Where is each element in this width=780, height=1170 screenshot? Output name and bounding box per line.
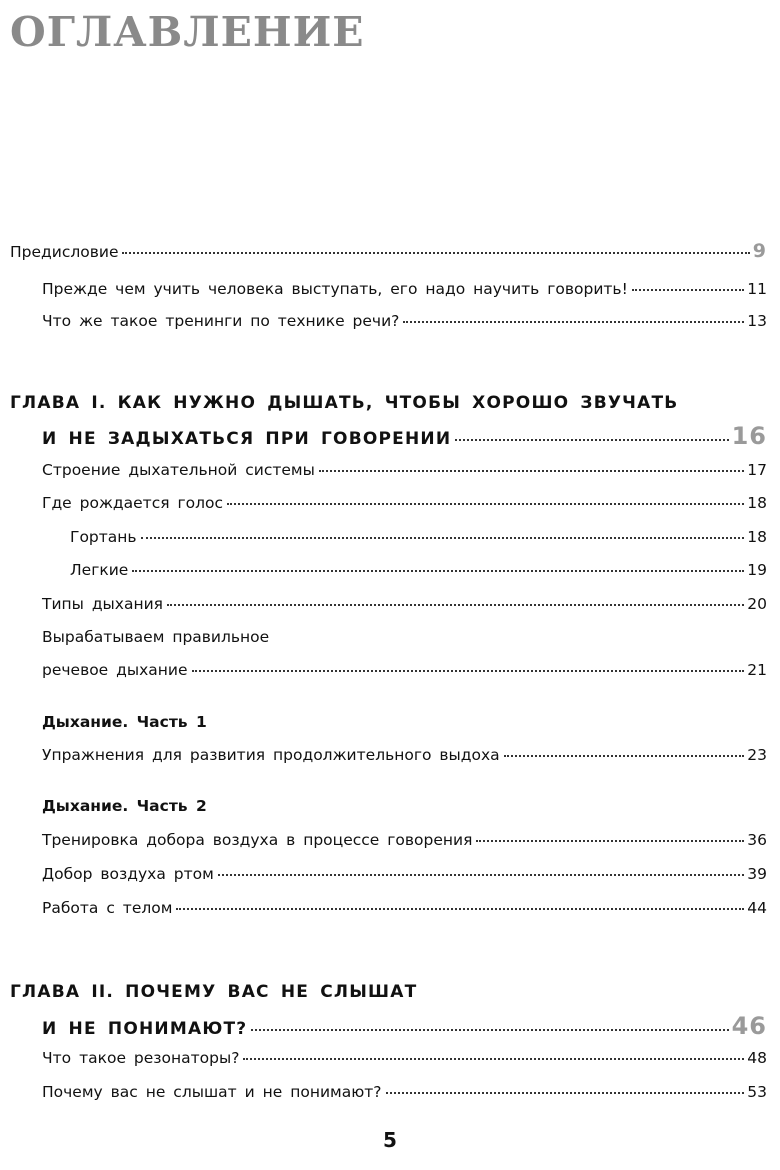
dot-leader [403,321,744,323]
dot-leader [319,470,744,472]
toc-entry-label: Предисловие [10,243,119,261]
toc-entry-page: 17 [747,461,767,479]
chapter-title: ГЛАВА I. КАК НУЖНО ДЫШАТЬ, ЧТОБЫ ХОРОШО ЗВУЧАТЬ [10,393,679,413]
toc-entry-page: 19 [747,561,767,579]
toc-entry-label: Упражнения для развития продолжительного выдоха [42,746,500,764]
toc-entry-preface[interactable] [10,240,767,264]
toc-entry-page: 48 [747,1049,767,1067]
toc-entry[interactable] [42,280,767,304]
toc-entry[interactable] [42,1083,767,1107]
chapter-title: ГЛАВА II. ПОЧЕМУ ВАС НЕ СЛЫШАТ [10,982,418,1002]
toc-entry-label: Работа с телом [42,899,173,917]
toc-entry[interactable] [42,899,767,923]
page-number: 5 [383,1128,397,1152]
toc-entry-page: 53 [747,1083,767,1101]
toc-entry-page: 18 [747,528,767,546]
toc-entry-label: Добор воздуха ртом [42,865,214,883]
toc-entry-page: 23 [747,746,767,764]
dot-leader [227,503,744,505]
toc-entry-chapter-1[interactable] [42,422,767,450]
toc-entry[interactable] [42,1049,767,1073]
toc-entry-label: Почему вас не слышат и не понимают? [42,1083,382,1101]
toc-entry-label: Прежде чем учить человека выступать, его надо научить говорить! [42,280,628,298]
dot-leader [386,1092,745,1094]
dot-leader [504,755,745,757]
toc-entry-label-line1: Вырабатываем правильное [42,628,270,646]
chapter-title-continued: И НЕ ПОНИМАЮТ? [42,1019,248,1039]
section-heading: Дыхание. Часть 1 [42,713,207,731]
dot-leader [218,874,744,876]
toc-entry-chapter-2[interactable] [42,1012,767,1040]
toc-entry-label: Что такое резонаторы? [42,1049,240,1067]
chapter-title-continued: И НЕ ЗАДЫХАТЬСЯ ПРИ ГОВОРЕНИИ [42,429,452,449]
toc-entry[interactable] [42,595,767,619]
toc-entry-page: 36 [747,831,767,849]
dot-leader [132,570,744,572]
toc-entry-label: Что же такое тренинги по технике речи? [42,312,400,330]
toc-entry-page: 39 [747,865,767,883]
dot-leader [251,1029,728,1031]
toc-entry-label: Тренировка добора воздуха в процессе говорения [42,831,473,849]
dot-leader [167,604,744,606]
toc-entry-page: 18 [747,494,767,512]
dot-leader [176,908,744,910]
toc-entry-page: 11 [747,280,767,298]
toc-entry[interactable] [42,746,767,770]
toc-entry-page: 20 [747,595,767,613]
toc-entry[interactable] [42,831,767,855]
toc-entry[interactable] [42,494,767,518]
dot-leader [141,537,745,539]
dot-leader [476,840,744,842]
toc-entry-page: 13 [747,312,767,330]
dot-leader [632,289,744,291]
toc-entry[interactable] [42,461,767,485]
toc-entry-label: Гортань [70,528,137,546]
toc-entry-label: Типы дыхания [42,595,163,613]
section-heading: Дыхание. Часть 2 [42,797,207,815]
toc-entry-label: Строение дыхательной системы [42,461,315,479]
page-title: ОГЛАВЛЕНИЕ [10,8,365,56]
toc-entry[interactable] [42,661,767,685]
dot-leader [455,439,728,441]
toc-entry-page: 46 [731,1012,767,1040]
toc-entry[interactable] [42,312,767,336]
toc-entry-page: 9 [752,240,767,262]
toc-subentry[interactable] [70,528,767,552]
toc-entry[interactable] [42,865,767,889]
toc-entry-page: 16 [731,422,767,450]
toc-entry-label: Где рождается голос [42,494,224,512]
dot-leader [243,1058,744,1060]
toc-entry-page: 44 [747,899,767,917]
toc-subentry[interactable] [70,561,767,585]
dot-leader [122,252,749,254]
dot-leader [192,670,745,672]
toc-entry-label: речевое дыхание [42,661,188,679]
toc-entry-page: 21 [747,661,767,679]
toc-entry-label: Легкие [70,561,129,579]
